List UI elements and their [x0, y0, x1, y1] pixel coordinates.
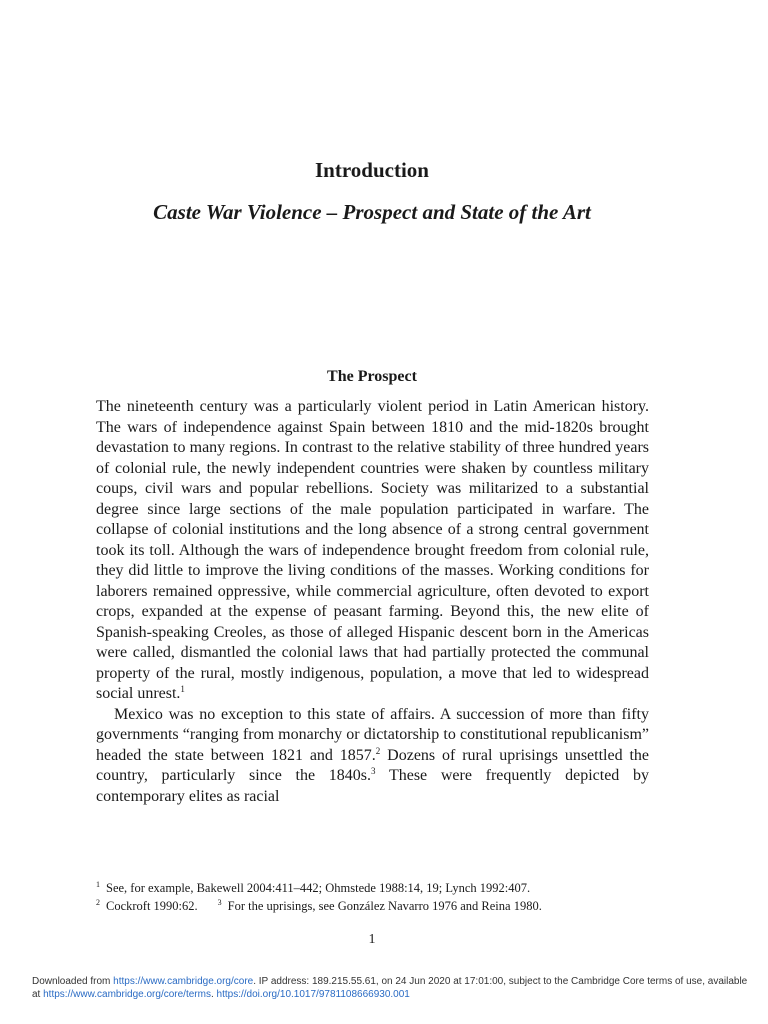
footnote-ref-2[interactable]: 2 [375, 745, 381, 756]
footnote-ref-1[interactable]: 1 [180, 684, 185, 694]
footnote-2-3 [96, 897, 656, 915]
chapter-subtitle: Caste War Violence – Prospect and State of the Art [153, 200, 591, 224]
download-sep: . [210, 989, 217, 1000]
footnote-3-text: For the uprisings, see González Navarro 1976 and Reina 1980. [227, 899, 542, 913]
section-heading: The Prospect [327, 368, 417, 385]
body-text [96, 397, 649, 807]
core-link[interactable]: https://www.cambridge.org/core [113, 976, 254, 987]
paragraph-2 [96, 705, 649, 808]
footnotes [96, 879, 656, 915]
footnote-1-number: 1 [96, 880, 100, 889]
footnote-2-number: 2 [96, 898, 100, 907]
paragraph-1-text: The nineteenth century was a particularly violent period in Latin American history. The wars of independence against Spain between 1810 and the mid-1820s brought devastation to many regions. In contrast to the relative stability of three hundred years of colonial rule, the newly independent countries were shaken by countless military coups, civil wars and popular rebellions. Society was militarized to a substantial degree since large sections of the male population participated in warfare. The collapse of colonial institutions and the long absence of a strong central government took its toll. Although the wars of independence brought freedom from colonial rule, they did little to improve the living conditions of the masses. Working conditions for laborers remained oppressive, while commercial agriculture, often devoted to export crops, expanded at the expense of peasant farming. Beyond this, the new elite of Spanish-speaking Creoles, as those of alleged Hispanic descent born in the Americas were called, dismantled the colonial laws that had partially protected the communal property of the rural, mostly indigenous, population, a move that led to widespread social unrest. [96, 398, 649, 702]
download-mid: . IP address: 189.215.55.61, on 24 Jun 2020 at 17:01:00, subject to the Cambridge Core terms of use, available at [32, 976, 748, 1000]
page-number: 1 [368, 932, 376, 947]
footnote-1-text: See, for example, Bakewell 2004:411–442; Ohmstede 1988:14, 19; Lynch 1992:407. [106, 881, 531, 895]
download-footer [32, 975, 752, 1001]
doi-link[interactable]: https://doi.org/10.1017/9781108666930.001 [216, 989, 410, 1000]
paragraph-1 [96, 397, 649, 705]
paragraph-2-text-a: Mexico was no exception to this state of affairs. A succession of more than fifty governments “ranging from monarchy or dictatorship to constitutional republicanism” headed the state between 1821 and 1857. [96, 705, 649, 764]
footnote-1 [96, 879, 656, 897]
paragraph-2-text-b: Dozens of rural uprisings unsettled the country, particularly since the 1840s. [96, 746, 650, 784]
paragraph-2-text-c: These were frequently depicted by contemporary elites as racial [96, 767, 649, 805]
footnote-2-text: Cockroft 1990:62. [106, 899, 198, 913]
chapter-title: Introduction [315, 158, 429, 182]
download-prefix: Downloaded from [32, 976, 114, 987]
terms-link[interactable]: https://www.cambridge.org/core/terms [43, 989, 211, 1000]
footnote-ref-3[interactable]: 3 [371, 766, 376, 776]
footnote-3-number: 3 [217, 898, 222, 907]
